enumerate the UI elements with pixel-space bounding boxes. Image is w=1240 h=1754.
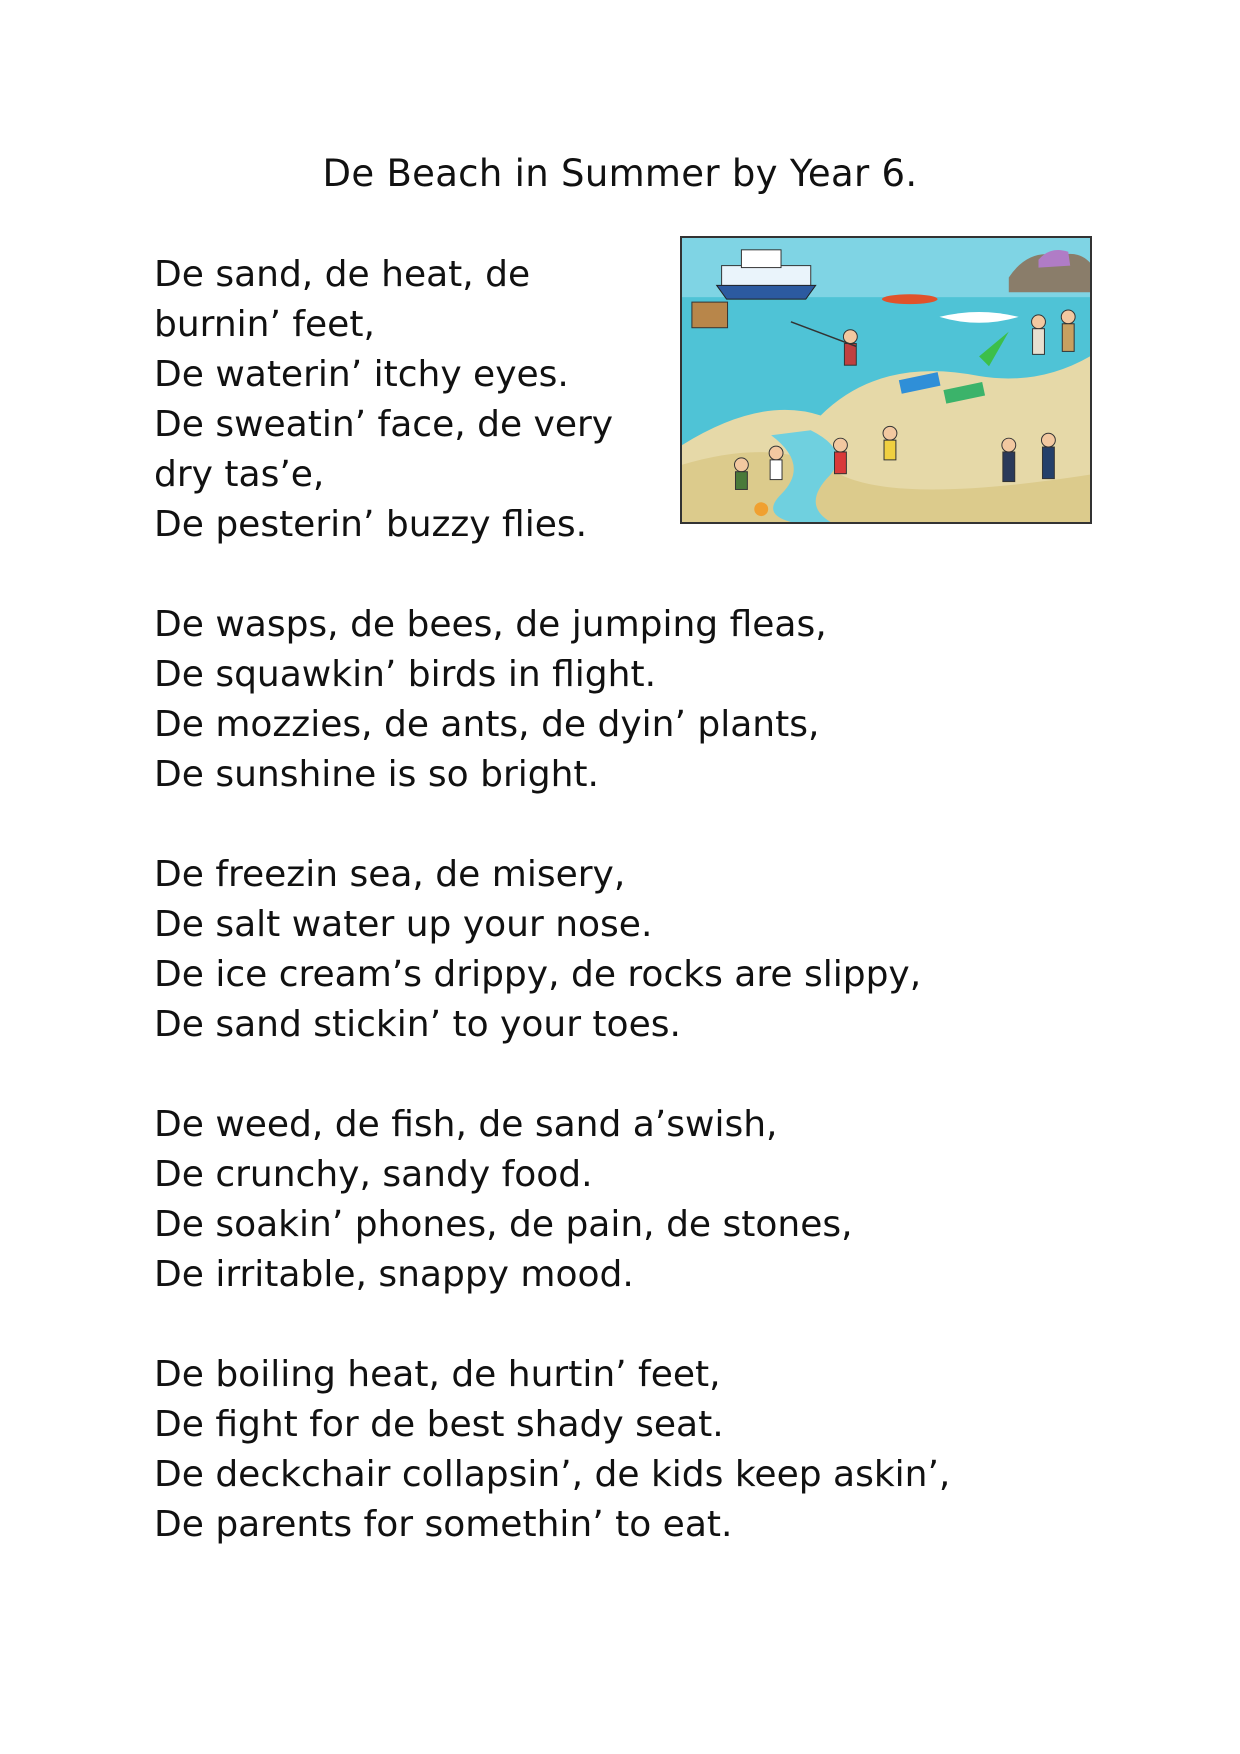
poem-line: De waterin’ itchy eyes. [154,354,569,395]
poem-line: De salt water up your nose. [154,904,653,945]
poem-line: De irritable, snappy mood. [154,1254,634,1295]
poem-line: De parents for somethin’ to eat. [154,1504,733,1545]
stanza-2 [154,600,1054,800]
poem-line: De squawkin’ birds in flight. [154,654,657,695]
poem-line: De soakin’ phones, de pain, de stones, [154,1204,853,1245]
poem-line: De freezin sea, de misery, [154,854,626,895]
poem-line: De ice cream’s drippy, de rocks are slippy, [154,954,922,995]
poem-line: De crunchy, sandy food. [154,1154,593,1195]
stanza-4 [154,1100,1054,1300]
stanza-1 [154,250,1054,550]
poem-line: De wasps, de bees, de jumping fleas, [154,604,827,645]
poem-line: De pesterin’ buzzy flies. [154,504,588,545]
poem-line: De sunshine is so bright. [154,754,599,795]
poem-line: De sand, de heat, de burnin’ feet, [154,254,531,345]
poem-line: De mozzies, de ants, de dyin’ plants, [154,704,820,745]
poem-line: De deckchair collapsin’, de kids keep askin’, [154,1454,951,1495]
poem-line: De sand stickin’ to your toes. [154,1004,681,1045]
stanza-5 [154,1350,1054,1550]
poem-line: De sweatin’ face, de very dry tas’e, [154,404,614,495]
poem-line: De fight for de best shady seat. [154,1404,724,1445]
poem-line: De weed, de fish, de sand a’swish, [154,1104,778,1145]
poem [154,250,1054,1600]
poem-line: De boiling heat, de hurtin’ feet, [154,1354,721,1395]
stanza-3 [154,850,1054,1050]
page-title: De Beach in Summer by Year 6. [322,152,918,195]
